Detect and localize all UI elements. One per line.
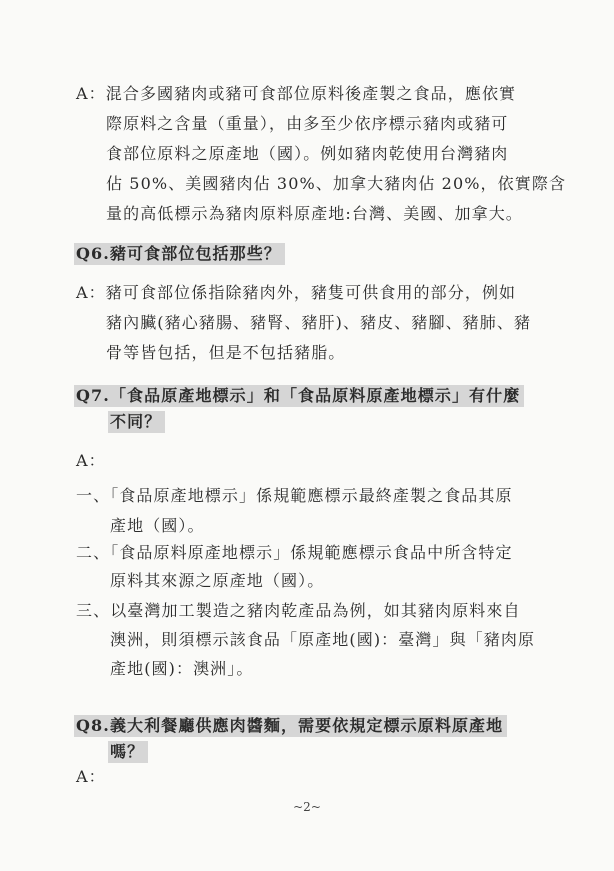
answer-line: 佔 50%、美國豬肉佔 30%、加拿大豬肉佔 20%，依實際含 bbox=[106, 174, 567, 193]
page-number: ~2~ bbox=[293, 800, 321, 814]
answer-item-line: 原料其來源之原產地（國）。 bbox=[110, 571, 325, 590]
answer-line: A：混合多國豬肉或豬可食部位原料後產製之食品，應依實 bbox=[76, 84, 517, 103]
answer-item-line: 澳洲，則須標示該食品「原產地(國)：臺灣」與「豬肉原 bbox=[110, 630, 536, 649]
question-title: Q8.義大利餐廳供應肉醬麵，需要依規定標示原料原產地 bbox=[74, 715, 507, 737]
question-title-continuation: 不同？ bbox=[108, 411, 165, 433]
answer-line: 食部位原料之原產地（國）。例如豬肉乾使用台灣豬肉 bbox=[106, 144, 509, 163]
answer-line: 豬內臟(豬心豬腸、豬腎、豬肝)、豬皮、豬腳、豬肺、豬 bbox=[106, 313, 532, 332]
answer-item-line: 一、「食品原產地標示」係規範應標示最終產製之食品其原 bbox=[76, 486, 513, 505]
answer-line: A：豬可食部位係指除豬肉外，豬隻可供食用的部分，例如 bbox=[76, 283, 517, 302]
question-title: Q7.「食品原產地標示」和「食品原料原產地標示」有什麼 bbox=[74, 385, 524, 407]
answer-label: A： bbox=[76, 451, 106, 470]
answer-line: 量的高低標示為豬肉原料原產地:台灣、美國、加拿大。 bbox=[106, 204, 523, 223]
answer-item-line: 三、以臺灣加工製造之豬肉乾產品為例，如其豬肉原料來自 bbox=[76, 601, 521, 620]
answer-item-line: 產地（國）。 bbox=[110, 516, 205, 535]
answer-line: 際原料之含量（重量），由多至少依序標示豬肉或豬可 bbox=[106, 114, 509, 133]
answer-item-line: 二、「食品原料原產地標示」係規範應標示食品中所含特定 bbox=[76, 543, 513, 562]
answer-line: 骨等皆包括，但是不包括豬脂。 bbox=[106, 343, 346, 362]
answer-item-line: 產地(國)：澳洲」。 bbox=[110, 659, 254, 678]
question-title: Q6.豬可食部位包括那些？ bbox=[74, 243, 285, 265]
question-title-continuation: 嗎？ bbox=[108, 741, 148, 763]
answer-label: A： bbox=[76, 767, 106, 786]
